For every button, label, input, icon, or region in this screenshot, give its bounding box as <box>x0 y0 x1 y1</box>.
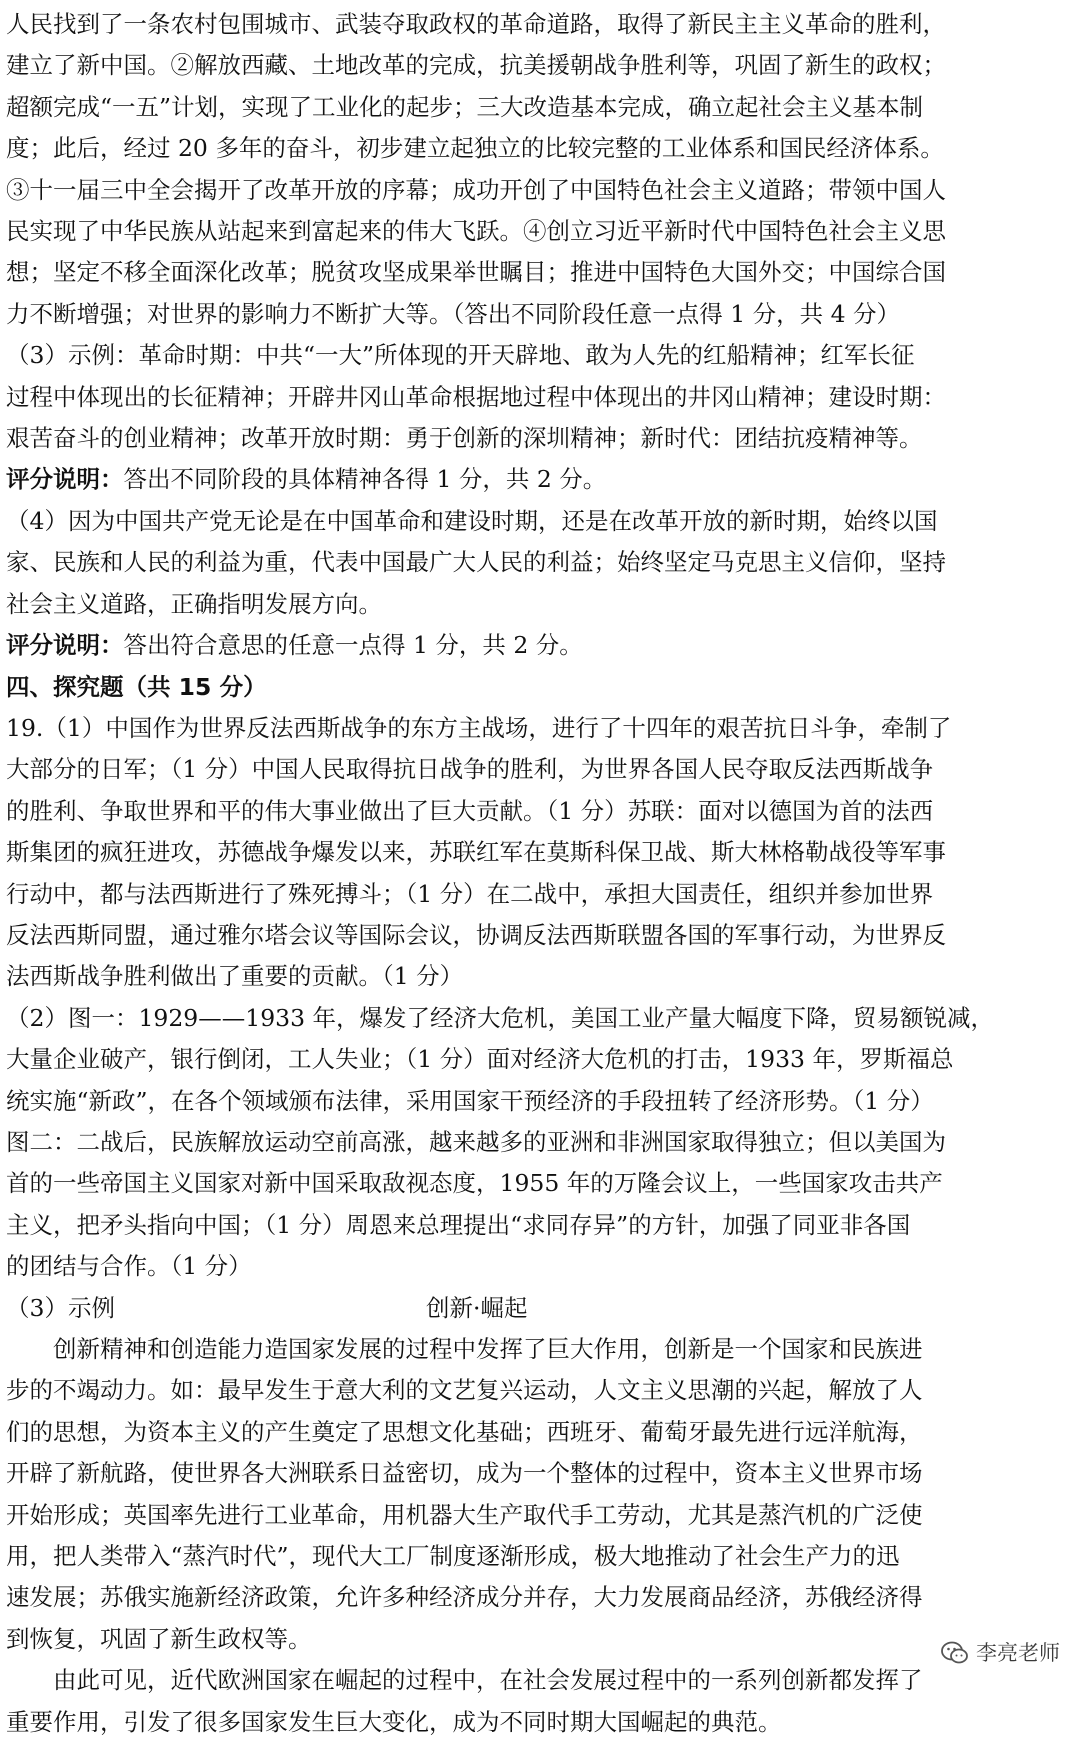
essay-paragraph-2 <box>6 1660 1076 1743</box>
text-line: （2）图一：1929——1933 年，爆发了经济大危机，美国工业产量大幅度下降，贸易额锐减， <box>6 1003 995 1032</box>
essay-paragraph-1 <box>6 1329 1076 1660</box>
text-line: 的胜利、争取世界和平的伟大事业做出了巨大贡献。（1 分）苏联：面对以德国为首的法西 <box>6 796 934 825</box>
text-line: 步的不竭动力。如：最早发生于意大利的文艺复兴运动，人文主义思潮的兴起，解放了人 <box>6 1376 923 1405</box>
wechat-icon <box>940 1638 970 1668</box>
text-line: 开辟了新航路，使世界各大洲联系日益密切，成为一个整体的过程中，资本主义世界市场 <box>6 1459 923 1488</box>
essay-title: 创新·崛起 <box>426 1293 528 1322</box>
text-line: 过程中体现出的长征精神；开辟井冈山革命根据地过程中体现出的井冈山精神；建设时期： <box>6 382 946 411</box>
text-line: 行动中，都与法西斯进行了殊死搏斗；（1 分）在二战中，承担大国责任，组织并参加世界 <box>6 879 934 908</box>
text-line: 速发展；苏俄实施新经济政策，允许多种经济成分并存，大力发展商品经济，苏俄经济得 <box>6 1583 923 1612</box>
text-line: ③十一届三中全会揭开了改革开放的序幕；成功开创了中国特色社会主义道路；带领中国人 <box>6 175 946 204</box>
text-line: 法西斯战争胜利做出了重要的贡献。（1 分） <box>6 962 464 991</box>
scoring-note-label: 评分说明： <box>6 465 124 494</box>
scoring-note-text: 答出不同阶段的具体精神各得 1 分，共 2 分。 <box>123 465 607 494</box>
text-line: 重要作用，引发了很多国家发生巨大变化，成为不同时期大国崛起的典范。 <box>6 1707 782 1736</box>
text-line: 斯集团的疯狂进攻，苏德战争爆发以来，苏联红军在莫斯科保卫战、斯大林格勒战役等军事 <box>6 838 946 867</box>
text-line: 到恢复，巩固了新生政权等。 <box>6 1624 312 1653</box>
text-line: （4）因为中国共产党无论是在中国革命和建设时期，还是在改革开放的新时期，始终以国 <box>6 506 938 535</box>
text-line: 大部分的日军；（1 分）中国人民取得抗日战争的胜利，为世界各国人民夺取反法西斯战争 <box>6 755 934 784</box>
watermark-text: 李亮老师 <box>976 1640 1060 1665</box>
text-line: 图二：二战后，民族解放运动空前高涨，越来越多的亚洲和非洲国家取得独立；但以美国为 <box>6 1127 946 1156</box>
text-line: 艰苦奋斗的创业精神；改革开放时期：勇于创新的深圳精神；新时代：团结抗疫精神等。 <box>6 424 923 453</box>
scoring-note-2 <box>6 625 1076 666</box>
section-heading: 四、探究题（共 15 分） <box>6 672 267 701</box>
text-line: 人民找到了一条农村包围城市、武装夺取政权的革命道路，取得了新民主主义革命的胜利， <box>6 10 946 38</box>
text-line: 想；坚定不移全面深化改革；脱贫攻坚成果举世瞩目；推进中国特色大国外交；中国综合国 <box>6 258 946 287</box>
answer-block-1 <box>6 4 1076 459</box>
text-line: 超额完成“一五”计划，实现了工业化的起步；三大改造基本完成，确立起社会主义基本制 <box>6 92 924 121</box>
text-line: 反法西斯同盟，通过雅尔塔会议等国际会议，协调反法西斯联盟各国的军事行动，为世界反 <box>6 920 946 949</box>
example-heading-row <box>6 1288 1076 1329</box>
text-line: 力不断增强；对世界的影响力不断扩大等。（答出不同阶段任意一点得 1 分，共 4 分） <box>6 299 901 328</box>
text-line: 统实施“新政”，在各个领域颁布法律，采用国家干预经济的手段扭转了经济形势。（1 分） <box>6 1086 934 1115</box>
text-line: （3）示例：革命时期：中共“一大”所体现的开天辟地、敢为人先的红船精神；红军长征 <box>6 341 915 370</box>
scoring-note-1 <box>6 459 1076 500</box>
scoring-note-text: 答出符合意思的任意一点得 1 分，共 2 分。 <box>123 631 583 660</box>
answer-block-3 <box>6 708 1076 1288</box>
text-line: 家、民族和人民的利益为重，代表中国最广大人民的利益；始终坚定马克思主义信仰，坚持 <box>6 548 946 577</box>
watermark <box>940 1633 1060 1674</box>
text-line: 用，把人类带入“蒸汽时代”，现代大工厂制度逐渐形成，极大地推动了社会生产力的迅 <box>6 1542 900 1571</box>
text-line: 的团结与合作。（1 分） <box>6 1252 252 1281</box>
scoring-note-label: 评分说明： <box>6 631 124 660</box>
text-line: 开始形成；英国率先进行工业革命，用机器大生产取代手工劳动，尤其是蒸汽机的广泛使 <box>6 1500 923 1529</box>
text-line: 首的一些帝国主义国家对新中国采取敌视态度，1955 年的万隆会议上，一些国家攻击共产 <box>6 1169 943 1198</box>
text-line: 建立了新中国。②解放西藏、土地改革的完成，抗美援朝战争胜利等，巩固了新生的政权； <box>6 51 946 80</box>
text-line: 度；此后，经过 20 多年的奋斗，初步建立起独立的比较完整的工业体系和国民经济体系。 <box>6 134 944 163</box>
text-line: 主义，把矛头指向中国；（1 分）周恩来总理提出“求同存异”的方针，加强了同亚非各国 <box>6 1210 911 1239</box>
text-line: 创新精神和创造能力造国家发展的过程中发挥了巨大作用，创新是一个国家和民族进 <box>53 1335 923 1363</box>
example-label: （3）示例 <box>6 1293 115 1322</box>
text-line: 由此可见，近代欧洲国家在崛起的过程中，在社会发展过程中的一系列创新都发挥了 <box>53 1666 923 1695</box>
text-line: 民实现了中华民族从站起来到富起来的伟大飞跃。④创立习近平新时代中国特色社会主义思 <box>6 217 946 246</box>
text-line: 们的思想，为资本主义的产生奠定了思想文化基础；西班牙、葡萄牙最先进行远洋航海， <box>6 1417 923 1446</box>
text-line: 社会主义道路，正确指明发展方向。 <box>6 589 382 618</box>
answer-block-2 <box>6 501 1076 625</box>
text-line: 大量企业破产，银行倒闭，工人失业；（1 分）面对经济大危机的打击，1933 年，罗斯福总 <box>6 1045 954 1074</box>
text-line: 19.（1）中国作为世界反法西斯战争的东方主战场，进行了十四年的艰苦抗日斗争，牵制了 <box>6 713 952 742</box>
